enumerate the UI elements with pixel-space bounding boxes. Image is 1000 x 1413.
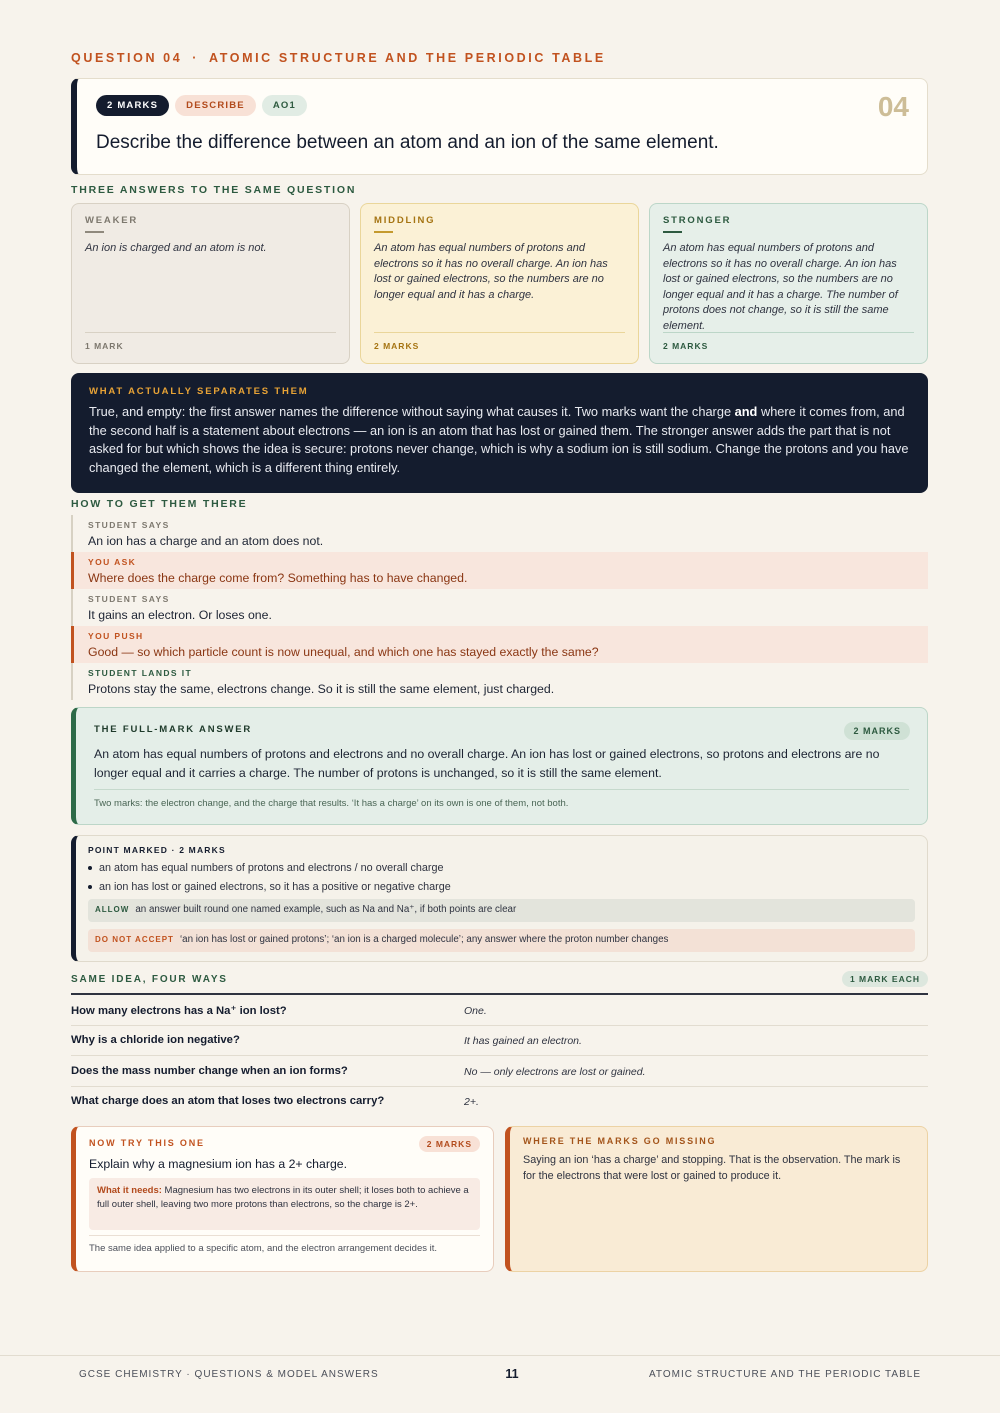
allow-text: an answer built round one named example, such as Na and Na⁺, if both points are clear [135,904,517,915]
table-row [71,1057,928,1087]
dialogue-turn-student [71,515,928,552]
table-answer: No — only electrons are lost or gained. [464,1066,646,1078]
answer-card-stronger [649,203,928,364]
what-separates-panel [71,373,928,493]
separates-text-part: where it comes from, and the second half is a statement about electrons — an ion is an atom that has lost or gained them. The stronger answer adds the part that is not asked for but which shows the idea is secure: protons never change, which is why a sodium ion is still sodium. Change the protons and you have changed the element, which is a different thing entirely. [89,404,909,476]
command-word-pill: DESCRIBE [175,95,256,116]
speaker-label: STUDENT SAYS [88,594,170,604]
try-this-badge: 2 MARKS [419,1136,480,1152]
try-this-heading: NOW TRY THIS ONE [89,1138,205,1148]
table-question: How many electrons has a Na⁺ ion lost? [71,1005,287,1017]
do-not-accept-row [88,929,915,952]
table-question: What charge does an atom that loses two electrons carry? [71,1095,385,1107]
question-kicker [71,51,606,65]
table-question: Why is a chloride ion negative? [71,1034,240,1046]
speaker-text: Protons stay the same, electrons change. So it is still the same element, just charged. [88,682,555,696]
dialogue-turn-teacher [71,626,928,663]
mark-scheme-heading: POINT MARKED · 2 MARKS [88,845,226,855]
marks-missing-heading: WHERE THE MARKS GO MISSING [523,1136,717,1146]
answer-marks: 2 MARKS [663,332,914,351]
answer-text: An atom has equal numbers of protons and electrons so it has no overall charge. An ion has lost or gained electrons, so the numbers are no longer equal and it has a charge. The number of protons does not change, so it is still the same element. [663,242,898,332]
how-to-get-there-heading: HOW TO GET THEM THERE [71,498,248,510]
mark-point: an ion has lost or gained electrons, so it has a positive or negative charge [88,881,915,893]
full-mark-answer-card [71,707,928,825]
dialogue-turn-student [71,589,928,626]
footer-chapter-title: ATOMIC STRUCTURE AND THE PERIODIC TABLE [649,1369,921,1380]
mark-point: an atom has equal numbers of protons and electrons / no overall charge [88,862,915,874]
try-this-footnote: The same idea applied to a specific atom, and the electron arrangement decides it. [89,1235,480,1254]
separates-text-part: True, and empty: the first answer names the difference without saying what causes it. Two marks want the charge [89,404,735,419]
question-number: 04 [877,91,909,122]
what-it-needs-text: Magnesium has two electrons in its outer shell; it loses both to achieve a full outer shell, leaving two more protons than electrons, so the charge is 2+. [97,1185,469,1210]
table-row [71,1026,928,1056]
table-row [71,1087,928,1117]
answer-marks: 1 MARK [85,332,336,351]
label-underline [85,231,104,233]
footer-book-title: GCSE CHEMISTRY · QUESTIONS & MODEL ANSWERS [79,1369,379,1380]
what-it-needs-label: What it needs: [97,1185,162,1196]
what-separates-text [89,403,910,478]
speaker-label: STUDENT LANDS IT [88,668,193,678]
answer-label: MIDDLING [374,215,436,226]
label-underline [374,231,393,233]
speaker-label: STUDENT SAYS [88,520,170,530]
what-it-needs-box [89,1178,480,1230]
allow-tag: ALLOW [95,905,130,914]
answer-card-weaker [71,203,350,364]
speaker-text: An ion has a charge and an atom does not. [88,534,324,548]
topic-label: ATOMIC STRUCTURE AND THE PERIODIC TABLE [209,51,606,65]
four-ways-header [71,971,928,995]
four-ways-badge: 1 MARK EACH [842,971,928,987]
try-this-question: Explain why a magnesium ion has a 2+ charge. [89,1157,348,1171]
speaker-label: YOU ASK [88,557,137,567]
question-card [71,78,928,175]
table-answer: 2+. [464,1096,479,1108]
answer-label: WEAKER [85,215,139,226]
full-mark-badge: 2 MARKS [844,722,910,740]
marks-missing-card [505,1126,928,1272]
table-row [71,996,928,1026]
dialogue [71,515,928,700]
full-mark-heading: THE FULL-MARK ANSWER [94,724,253,735]
assessment-objective-pill: AO1 [262,95,307,116]
answer-marks: 2 MARKS [374,332,625,351]
try-this-card [71,1126,494,1272]
three-answers-heading: THREE ANSWERS TO THE SAME QUESTION [71,184,357,196]
answer-card-middling [360,203,639,364]
mark-scheme-card [71,835,928,962]
full-mark-text: An atom has equal numbers of protons and electrons and no overall charge. An ion has lost or gained electrons, so protons and electrons are no longer equal and it carries a charge. The number of protons is unchanged, so it is still the same element. [94,747,880,780]
do-not-accept-tag: DO NOT ACCEPT [95,935,174,944]
speaker-text: It gains an electron. Or loses one. [88,608,272,622]
speaker-label: YOU PUSH [88,631,144,641]
page-footer [0,1355,1000,1413]
table-answer: One. [464,1005,487,1017]
marks-pill: 2 MARKS [96,95,169,116]
speaker-text: Where does the charge come from? Something has to have changed. [88,571,468,585]
marks-missing-text: Saying an ion ‘has a charge’ and stopping. That is the observation. The mark is for the electrons that were lost or gained to produce it. [523,1154,901,1182]
page-number: 11 [505,1367,519,1381]
answer-label: STRONGER [663,215,732,226]
answer-text: An ion is charged and an atom is not. [85,242,267,254]
question-text: Describe the difference between an atom and an ion of the same element. [96,132,719,153]
question-label: QUESTION 04 [71,51,183,65]
answer-text: An atom has equal numbers of protons and electrons so it has no overall charge. An ion has lost or gained electrons, so the numbers are no longer equal and it has a charge. [374,242,608,301]
allow-row [88,899,915,922]
dialogue-turn-student-final [71,663,928,700]
table-answer: It has gained an electron. [464,1035,582,1047]
four-ways-heading: SAME IDEA, FOUR WAYS [71,974,228,985]
full-mark-note: Two marks: the electron change, and the charge that results. ‘It has a charge’ on its own is one of them, not both. [94,789,909,809]
question-pills [96,95,307,116]
label-underline [663,231,682,233]
what-separates-heading: WHAT ACTUALLY SEPARATES THEM [89,386,309,397]
separates-emphasis: and [734,404,758,419]
table-question: Does the mass number change when an ion forms? [71,1065,348,1077]
kicker-separator: · [192,51,200,65]
do-not-accept-text: ‘an ion has lost or gained protons’; ‘an ion is a charged molecule’; any answer where the proton number changes [179,934,669,945]
dialogue-turn-teacher [71,552,928,589]
speaker-text: Good — so which particle count is now unequal, and which one has stayed exactly the same? [88,645,599,659]
